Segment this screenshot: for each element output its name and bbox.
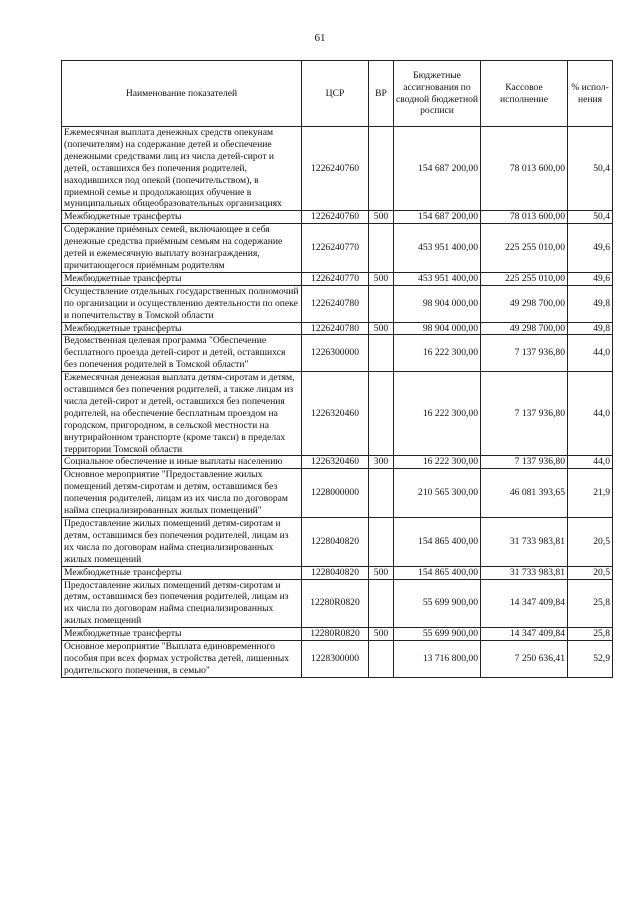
row-name: Межбюджетные трансферты xyxy=(62,628,302,641)
row-name: Содержание приёмных семей, включающее в себя денежные средства приёмным семьям на содержание детей и ежемесячную выплату вознаграждения, причитающегося приёмным родителям xyxy=(62,224,302,273)
row-name: Основное мероприятие "Предоставление жилых помещений детям-сиротам и детям, оставшимся без попечения родителей, лицам из их числа по договорам найма специализированных жилых помещений" xyxy=(62,469,302,518)
row-vr: 500 xyxy=(369,628,394,641)
row-name: Предоставление жилых помещений детям-сиротам и детям, оставшимся без попечения родителей, лицам из их числа по договорам найма специализированных жилых помещений xyxy=(62,579,302,628)
table-row xyxy=(62,272,613,285)
row-name: Предоставление жилых помещений детям-сиротам и детям, оставшимся без попечения родителей, лицам из их числа по договорам найма специализированных жилых помещений xyxy=(62,518,302,567)
table-row xyxy=(62,566,613,579)
row-budget: 16 222 300,00 xyxy=(394,335,481,372)
row-percent: 49,6 xyxy=(568,272,613,285)
row-vr xyxy=(369,641,394,678)
row-percent: 44,0 xyxy=(568,456,613,469)
table-row xyxy=(62,127,613,211)
row-cash: 14 347 409,84 xyxy=(481,628,568,641)
row-budget: 154 687 200,00 xyxy=(394,127,481,211)
row-percent: 50,4 xyxy=(568,127,613,211)
row-budget: 16 222 300,00 xyxy=(394,372,481,456)
row-budget: 154 687 200,00 xyxy=(394,211,481,224)
header-percent: % испол-нения xyxy=(568,61,613,127)
row-cash: 31 733 983,81 xyxy=(481,518,568,567)
table-row xyxy=(62,641,613,678)
row-cash: 78 013 600,00 xyxy=(481,211,568,224)
row-name: Основное мероприятие "Выплата единовременного пособия при всех формах устройства детей, лишенных родительского попечения, в семью" xyxy=(62,641,302,678)
row-csr: 1226240760 xyxy=(302,127,369,211)
row-csr: 1226240780 xyxy=(302,322,369,335)
row-cash: 7 137 936,80 xyxy=(481,456,568,469)
row-csr: 1226240780 xyxy=(302,285,369,322)
table-row xyxy=(62,224,613,273)
table-row xyxy=(62,285,613,322)
row-name: Осуществление отдельных государственных полномочий по организации и осуществлению деятельности по опеке и попечительству в Томской области xyxy=(62,285,302,322)
row-vr xyxy=(369,224,394,273)
row-vr xyxy=(369,579,394,628)
row-csr: 1226240760 xyxy=(302,211,369,224)
row-csr: 1228000000 xyxy=(302,469,369,518)
row-percent: 20,5 xyxy=(568,518,613,567)
row-percent: 44,0 xyxy=(568,372,613,456)
row-percent: 50,4 xyxy=(568,211,613,224)
row-csr: 1226300000 xyxy=(302,335,369,372)
table-row xyxy=(62,335,613,372)
row-budget: 13 716 800,00 xyxy=(394,641,481,678)
row-budget: 453 951 400,00 xyxy=(394,224,481,273)
row-vr xyxy=(369,518,394,567)
row-budget: 16 222 300,00 xyxy=(394,456,481,469)
row-budget: 55 699 900,00 xyxy=(394,628,481,641)
row-cash: 7 137 936,80 xyxy=(481,372,568,456)
budget-execution-table xyxy=(61,60,613,678)
row-name: Межбюджетные трансферты xyxy=(62,322,302,335)
row-budget: 98 904 000,00 xyxy=(394,322,481,335)
row-cash: 225 255 010,00 xyxy=(481,224,568,273)
page-number: 61 xyxy=(314,32,326,44)
row-vr xyxy=(369,335,394,372)
row-percent: 20,5 xyxy=(568,566,613,579)
row-cash: 31 733 983,81 xyxy=(481,566,568,579)
table-row xyxy=(62,322,613,335)
row-cash: 7 137 936,80 xyxy=(481,335,568,372)
row-csr: 1226320460 xyxy=(302,456,369,469)
header-csr: ЦСР xyxy=(302,61,369,127)
header-budget: Бюджетные ассигнования по сводной бюджетной росписи xyxy=(394,61,481,127)
row-csr: 1226240770 xyxy=(302,272,369,285)
table-body xyxy=(62,127,613,678)
row-percent: 52,9 xyxy=(568,641,613,678)
table-row xyxy=(62,211,613,224)
header-cash: Кассовое исполнение xyxy=(481,61,568,127)
row-percent: 21,9 xyxy=(568,469,613,518)
row-percent: 25,8 xyxy=(568,628,613,641)
row-vr xyxy=(369,469,394,518)
row-name: Ежемесячная денежная выплата детям-сиротам и детям, оставшимся без попечения родителей, а также лицам из числа детей-сирот и детей, оставшихся без попечения родителей, на обеспечение бесплатным проездом на городском, пригородном, в сельской местности на внутрирайонном транспорте (кроме такси) в пределах территории Томской области xyxy=(62,372,302,456)
header-vr: ВР xyxy=(369,61,394,127)
row-budget: 210 565 300,00 xyxy=(394,469,481,518)
row-percent: 49,8 xyxy=(568,285,613,322)
row-vr: 500 xyxy=(369,272,394,285)
row-vr xyxy=(369,285,394,322)
row-percent: 25,8 xyxy=(568,579,613,628)
row-vr: 500 xyxy=(369,322,394,335)
row-csr: 1228040820 xyxy=(302,566,369,579)
row-name: Ведомственная целевая программа "Обеспечение бесплатного проезда детей-сирот и детей, оставшихся без попечения родителей в Томской области" xyxy=(62,335,302,372)
row-percent: 49,6 xyxy=(568,224,613,273)
row-name: Ежемесячная выплата денежных средств опекунам (попечителям) на содержание детей и обеспечение денежными средствами лиц из числа детей-сирот и детей, оставшихся без попечения родителей, находившихся под опекой (попечительством), в приемной семье и продолжающих обучение в муниципальных общеобразовательных организациях xyxy=(62,127,302,211)
row-cash: 49 298 700,00 xyxy=(481,285,568,322)
table-row xyxy=(62,469,613,518)
row-csr: 1228040820 xyxy=(302,518,369,567)
table-row xyxy=(62,518,613,567)
row-csr: 12280R0820 xyxy=(302,579,369,628)
row-csr: 12280R0820 xyxy=(302,628,369,641)
table-row xyxy=(62,579,613,628)
row-vr: 500 xyxy=(369,566,394,579)
row-vr xyxy=(369,127,394,211)
row-cash: 14 347 409,84 xyxy=(481,579,568,628)
row-name: Межбюджетные трансферты xyxy=(62,211,302,224)
row-name: Межбюджетные трансферты xyxy=(62,566,302,579)
table-row xyxy=(62,456,613,469)
table-row xyxy=(62,628,613,641)
row-budget: 55 699 900,00 xyxy=(394,579,481,628)
row-csr: 1226240770 xyxy=(302,224,369,273)
row-csr: 1226320460 xyxy=(302,372,369,456)
row-vr xyxy=(369,372,394,456)
row-budget: 154 865 400,00 xyxy=(394,566,481,579)
row-name: Межбюджетные трансферты xyxy=(62,272,302,285)
row-cash: 46 081 393,65 xyxy=(481,469,568,518)
row-budget: 154 865 400,00 xyxy=(394,518,481,567)
table-row xyxy=(62,372,613,456)
row-budget: 98 904 000,00 xyxy=(394,285,481,322)
table-header-row xyxy=(62,61,613,127)
row-cash: 78 013 600,00 xyxy=(481,127,568,211)
row-cash: 225 255 010,00 xyxy=(481,272,568,285)
row-cash: 49 298 700,00 xyxy=(481,322,568,335)
row-cash: 7 250 636,41 xyxy=(481,641,568,678)
row-vr: 300 xyxy=(369,456,394,469)
row-percent: 49,8 xyxy=(568,322,613,335)
row-vr: 500 xyxy=(369,211,394,224)
row-budget: 453 951 400,00 xyxy=(394,272,481,285)
row-name: Социальное обеспечение и иные выплаты населению xyxy=(62,456,302,469)
row-percent: 44,0 xyxy=(568,335,613,372)
header-name: Наименование показателей xyxy=(62,61,302,127)
row-csr: 1228300000 xyxy=(302,641,369,678)
